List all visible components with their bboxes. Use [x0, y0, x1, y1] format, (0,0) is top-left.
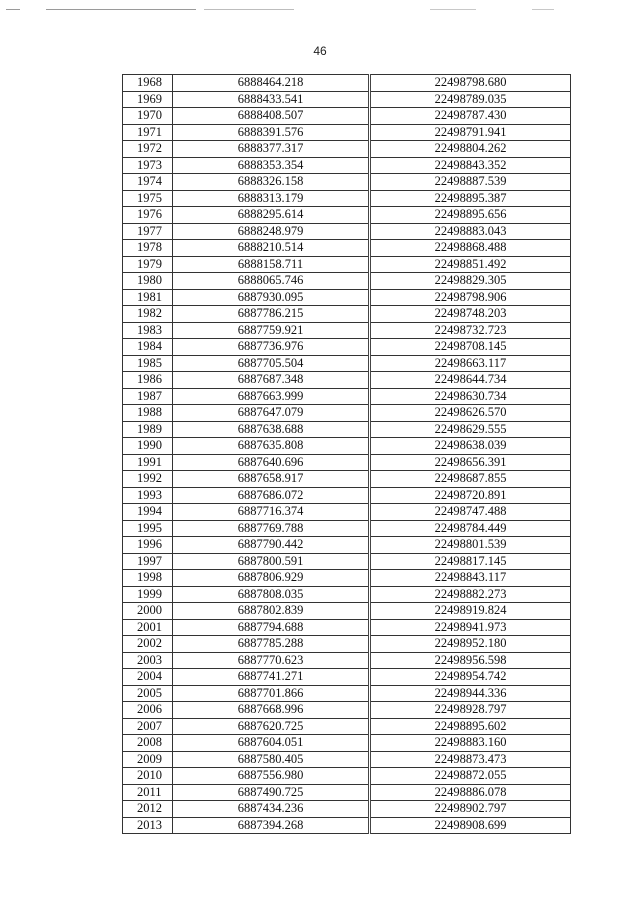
table-row: [123, 520, 571, 537]
table-row: [123, 421, 571, 438]
x-coordinate-cell: 6887806.929: [173, 570, 370, 587]
scan-artifact-line: [204, 9, 294, 10]
x-coordinate-cell: 6887808.035: [173, 586, 370, 603]
x-coordinate-cell: 6888065.746: [173, 273, 370, 290]
y-coordinate-cell: 22498883.160: [370, 735, 571, 752]
point-id-cell: 1979: [123, 256, 173, 273]
table-row: [123, 190, 571, 207]
y-coordinate-cell: 22498732.723: [370, 322, 571, 339]
table-row: [123, 306, 571, 323]
table-row: [123, 355, 571, 372]
point-id-cell: 1983: [123, 322, 173, 339]
table-row: [123, 718, 571, 735]
x-coordinate-cell: 6887786.215: [173, 306, 370, 323]
point-id-cell: 2010: [123, 768, 173, 785]
y-coordinate-cell: 22498708.145: [370, 339, 571, 356]
point-id-cell: 1976: [123, 207, 173, 224]
point-id-cell: 1984: [123, 339, 173, 356]
point-id-cell: 1993: [123, 487, 173, 504]
y-coordinate-cell: 22498954.742: [370, 669, 571, 686]
point-id-cell: 2009: [123, 751, 173, 768]
y-coordinate-cell: 22498843.117: [370, 570, 571, 587]
x-coordinate-cell: 6887394.268: [173, 817, 370, 834]
x-coordinate-cell: 6887759.921: [173, 322, 370, 339]
point-id-cell: 2005: [123, 685, 173, 702]
x-coordinate-cell: 6888158.711: [173, 256, 370, 273]
point-id-cell: 1972: [123, 141, 173, 158]
scan-artifact-line: [532, 9, 554, 10]
x-coordinate-cell: 6888391.576: [173, 124, 370, 141]
table-row: [123, 124, 571, 141]
y-coordinate-cell: 22498851.492: [370, 256, 571, 273]
y-coordinate-cell: 22498941.973: [370, 619, 571, 636]
x-coordinate-cell: 6887769.788: [173, 520, 370, 537]
table-row: [123, 289, 571, 306]
table-row: [123, 504, 571, 521]
y-coordinate-cell: 22498902.797: [370, 801, 571, 818]
point-id-cell: 1973: [123, 157, 173, 174]
y-coordinate-cell: 22498663.117: [370, 355, 571, 372]
point-id-cell: 1975: [123, 190, 173, 207]
table-row: [123, 817, 571, 834]
table-row: [123, 339, 571, 356]
x-coordinate-cell: 6887635.808: [173, 438, 370, 455]
y-coordinate-cell: 22498882.273: [370, 586, 571, 603]
x-coordinate-cell: 6888377.317: [173, 141, 370, 158]
x-coordinate-cell: 6887490.725: [173, 784, 370, 801]
point-id-cell: 1977: [123, 223, 173, 240]
point-id-cell: 1978: [123, 240, 173, 257]
point-id-cell: 2007: [123, 718, 173, 735]
x-coordinate-cell: 6888210.514: [173, 240, 370, 257]
table-row: [123, 141, 571, 158]
coordinate-table-body: [123, 75, 571, 834]
table-row: [123, 669, 571, 686]
x-coordinate-cell: 6888353.354: [173, 157, 370, 174]
y-coordinate-cell: 22498886.078: [370, 784, 571, 801]
y-coordinate-cell: 22498873.473: [370, 751, 571, 768]
x-coordinate-cell: 6888408.507: [173, 108, 370, 125]
x-coordinate-cell: 6887790.442: [173, 537, 370, 554]
table-row: [123, 636, 571, 653]
y-coordinate-cell: 22498784.449: [370, 520, 571, 537]
x-coordinate-cell: 6887658.917: [173, 471, 370, 488]
point-id-cell: 1974: [123, 174, 173, 191]
y-coordinate-cell: 22498626.570: [370, 405, 571, 422]
scan-artifact-line: [6, 9, 20, 10]
x-coordinate-cell: 6887701.866: [173, 685, 370, 702]
table-row: [123, 784, 571, 801]
table-row: [123, 75, 571, 92]
y-coordinate-cell: 22498895.387: [370, 190, 571, 207]
table-row: [123, 586, 571, 603]
point-id-cell: 1982: [123, 306, 173, 323]
point-id-cell: 2001: [123, 619, 173, 636]
table-row: [123, 751, 571, 768]
x-coordinate-cell: 6887741.271: [173, 669, 370, 686]
y-coordinate-cell: 22498895.602: [370, 718, 571, 735]
table-row: [123, 91, 571, 108]
table-row: [123, 471, 571, 488]
table-row: [123, 537, 571, 554]
point-id-cell: 2006: [123, 702, 173, 719]
x-coordinate-cell: 6887434.236: [173, 801, 370, 818]
table-row: [123, 256, 571, 273]
point-id-cell: 1996: [123, 537, 173, 554]
y-coordinate-cell: 22498687.855: [370, 471, 571, 488]
point-id-cell: 1971: [123, 124, 173, 141]
x-coordinate-cell: 6887785.288: [173, 636, 370, 653]
x-coordinate-cell: 6887556.980: [173, 768, 370, 785]
table-row: [123, 570, 571, 587]
y-coordinate-cell: 22498791.941: [370, 124, 571, 141]
table-row: [123, 108, 571, 125]
point-id-cell: 1992: [123, 471, 173, 488]
x-coordinate-cell: 6887686.072: [173, 487, 370, 504]
y-coordinate-cell: 22498748.203: [370, 306, 571, 323]
point-id-cell: 1988: [123, 405, 173, 422]
point-id-cell: 2011: [123, 784, 173, 801]
point-id-cell: 1994: [123, 504, 173, 521]
page-number: 46: [313, 44, 327, 58]
y-coordinate-cell: 22498804.262: [370, 141, 571, 158]
x-coordinate-cell: 6887580.405: [173, 751, 370, 768]
y-coordinate-cell: 22498928.797: [370, 702, 571, 719]
y-coordinate-cell: 22498872.055: [370, 768, 571, 785]
x-coordinate-cell: 6888464.218: [173, 75, 370, 92]
y-coordinate-cell: 22498829.305: [370, 273, 571, 290]
point-id-cell: 1998: [123, 570, 173, 587]
x-coordinate-cell: 6888313.179: [173, 190, 370, 207]
x-coordinate-cell: 6888326.158: [173, 174, 370, 191]
x-coordinate-cell: 6887716.374: [173, 504, 370, 521]
point-id-cell: 2008: [123, 735, 173, 752]
point-id-cell: 1999: [123, 586, 173, 603]
y-coordinate-cell: 22498798.680: [370, 75, 571, 92]
table-row: [123, 619, 571, 636]
point-id-cell: 2012: [123, 801, 173, 818]
point-id-cell: 1980: [123, 273, 173, 290]
y-coordinate-cell: 22498919.824: [370, 603, 571, 620]
x-coordinate-cell: 6887668.996: [173, 702, 370, 719]
x-coordinate-cell: 6887647.079: [173, 405, 370, 422]
table-row: [123, 487, 571, 504]
table-row: [123, 685, 571, 702]
y-coordinate-cell: 22498883.043: [370, 223, 571, 240]
table-row: [123, 240, 571, 257]
point-id-cell: 1995: [123, 520, 173, 537]
y-coordinate-cell: 22498952.180: [370, 636, 571, 653]
table-row: [123, 223, 571, 240]
table-row: [123, 454, 571, 471]
y-coordinate-cell: 22498817.145: [370, 553, 571, 570]
x-coordinate-cell: 6887802.839: [173, 603, 370, 620]
y-coordinate-cell: 22498801.539: [370, 537, 571, 554]
table-row: [123, 207, 571, 224]
point-id-cell: 1991: [123, 454, 173, 471]
x-coordinate-cell: 6887620.725: [173, 718, 370, 735]
x-coordinate-cell: 6887640.696: [173, 454, 370, 471]
y-coordinate-cell: 22498747.488: [370, 504, 571, 521]
x-coordinate-cell: 6887800.591: [173, 553, 370, 570]
y-coordinate-cell: 22498644.734: [370, 372, 571, 389]
scan-artifact-line: [430, 9, 476, 10]
x-coordinate-cell: 6887770.623: [173, 652, 370, 669]
table-row: [123, 553, 571, 570]
point-id-cell: 2003: [123, 652, 173, 669]
point-id-cell: 1986: [123, 372, 173, 389]
x-coordinate-cell: 6887705.504: [173, 355, 370, 372]
table-row: [123, 652, 571, 669]
point-id-cell: 1981: [123, 289, 173, 306]
y-coordinate-cell: 22498887.539: [370, 174, 571, 191]
x-coordinate-cell: 6887663.999: [173, 388, 370, 405]
table-row: [123, 801, 571, 818]
y-coordinate-cell: 22498895.656: [370, 207, 571, 224]
y-coordinate-cell: 22498868.488: [370, 240, 571, 257]
table-row: [123, 388, 571, 405]
x-coordinate-cell: 6887794.688: [173, 619, 370, 636]
table-row: [123, 372, 571, 389]
y-coordinate-cell: 22498656.391: [370, 454, 571, 471]
x-coordinate-cell: 6887930.095: [173, 289, 370, 306]
point-id-cell: 1969: [123, 91, 173, 108]
table-row: [123, 174, 571, 191]
y-coordinate-cell: 22498630.734: [370, 388, 571, 405]
table-row: [123, 438, 571, 455]
x-coordinate-cell: 6888248.979: [173, 223, 370, 240]
table-row: [123, 735, 571, 752]
y-coordinate-cell: 22498787.430: [370, 108, 571, 125]
table-row: [123, 603, 571, 620]
table-row: [123, 768, 571, 785]
point-id-cell: 1997: [123, 553, 173, 570]
scan-artifact-line: [46, 9, 196, 10]
y-coordinate-cell: 22498908.699: [370, 817, 571, 834]
point-id-cell: 1968: [123, 75, 173, 92]
x-coordinate-cell: 6887604.051: [173, 735, 370, 752]
x-coordinate-cell: 6887687.348: [173, 372, 370, 389]
table-row: [123, 405, 571, 422]
table-row: [123, 322, 571, 339]
y-coordinate-cell: 22498720.891: [370, 487, 571, 504]
x-coordinate-cell: 6888433.541: [173, 91, 370, 108]
x-coordinate-cell: 6888295.614: [173, 207, 370, 224]
y-coordinate-cell: 22498798.906: [370, 289, 571, 306]
point-id-cell: 1970: [123, 108, 173, 125]
point-id-cell: 2013: [123, 817, 173, 834]
point-id-cell: 2000: [123, 603, 173, 620]
coordinate-table: [122, 74, 571, 834]
point-id-cell: 2002: [123, 636, 173, 653]
point-id-cell: 1987: [123, 388, 173, 405]
y-coordinate-cell: 22498789.035: [370, 91, 571, 108]
y-coordinate-cell: 22498629.555: [370, 421, 571, 438]
y-coordinate-cell: 22498843.352: [370, 157, 571, 174]
point-id-cell: 1989: [123, 421, 173, 438]
x-coordinate-cell: 6887638.688: [173, 421, 370, 438]
table-row: [123, 273, 571, 290]
y-coordinate-cell: 22498638.039: [370, 438, 571, 455]
point-id-cell: 1985: [123, 355, 173, 372]
y-coordinate-cell: 22498956.598: [370, 652, 571, 669]
table-row: [123, 157, 571, 174]
y-coordinate-cell: 22498944.336: [370, 685, 571, 702]
point-id-cell: 2004: [123, 669, 173, 686]
point-id-cell: 1990: [123, 438, 173, 455]
table-row: [123, 702, 571, 719]
x-coordinate-cell: 6887736.976: [173, 339, 370, 356]
